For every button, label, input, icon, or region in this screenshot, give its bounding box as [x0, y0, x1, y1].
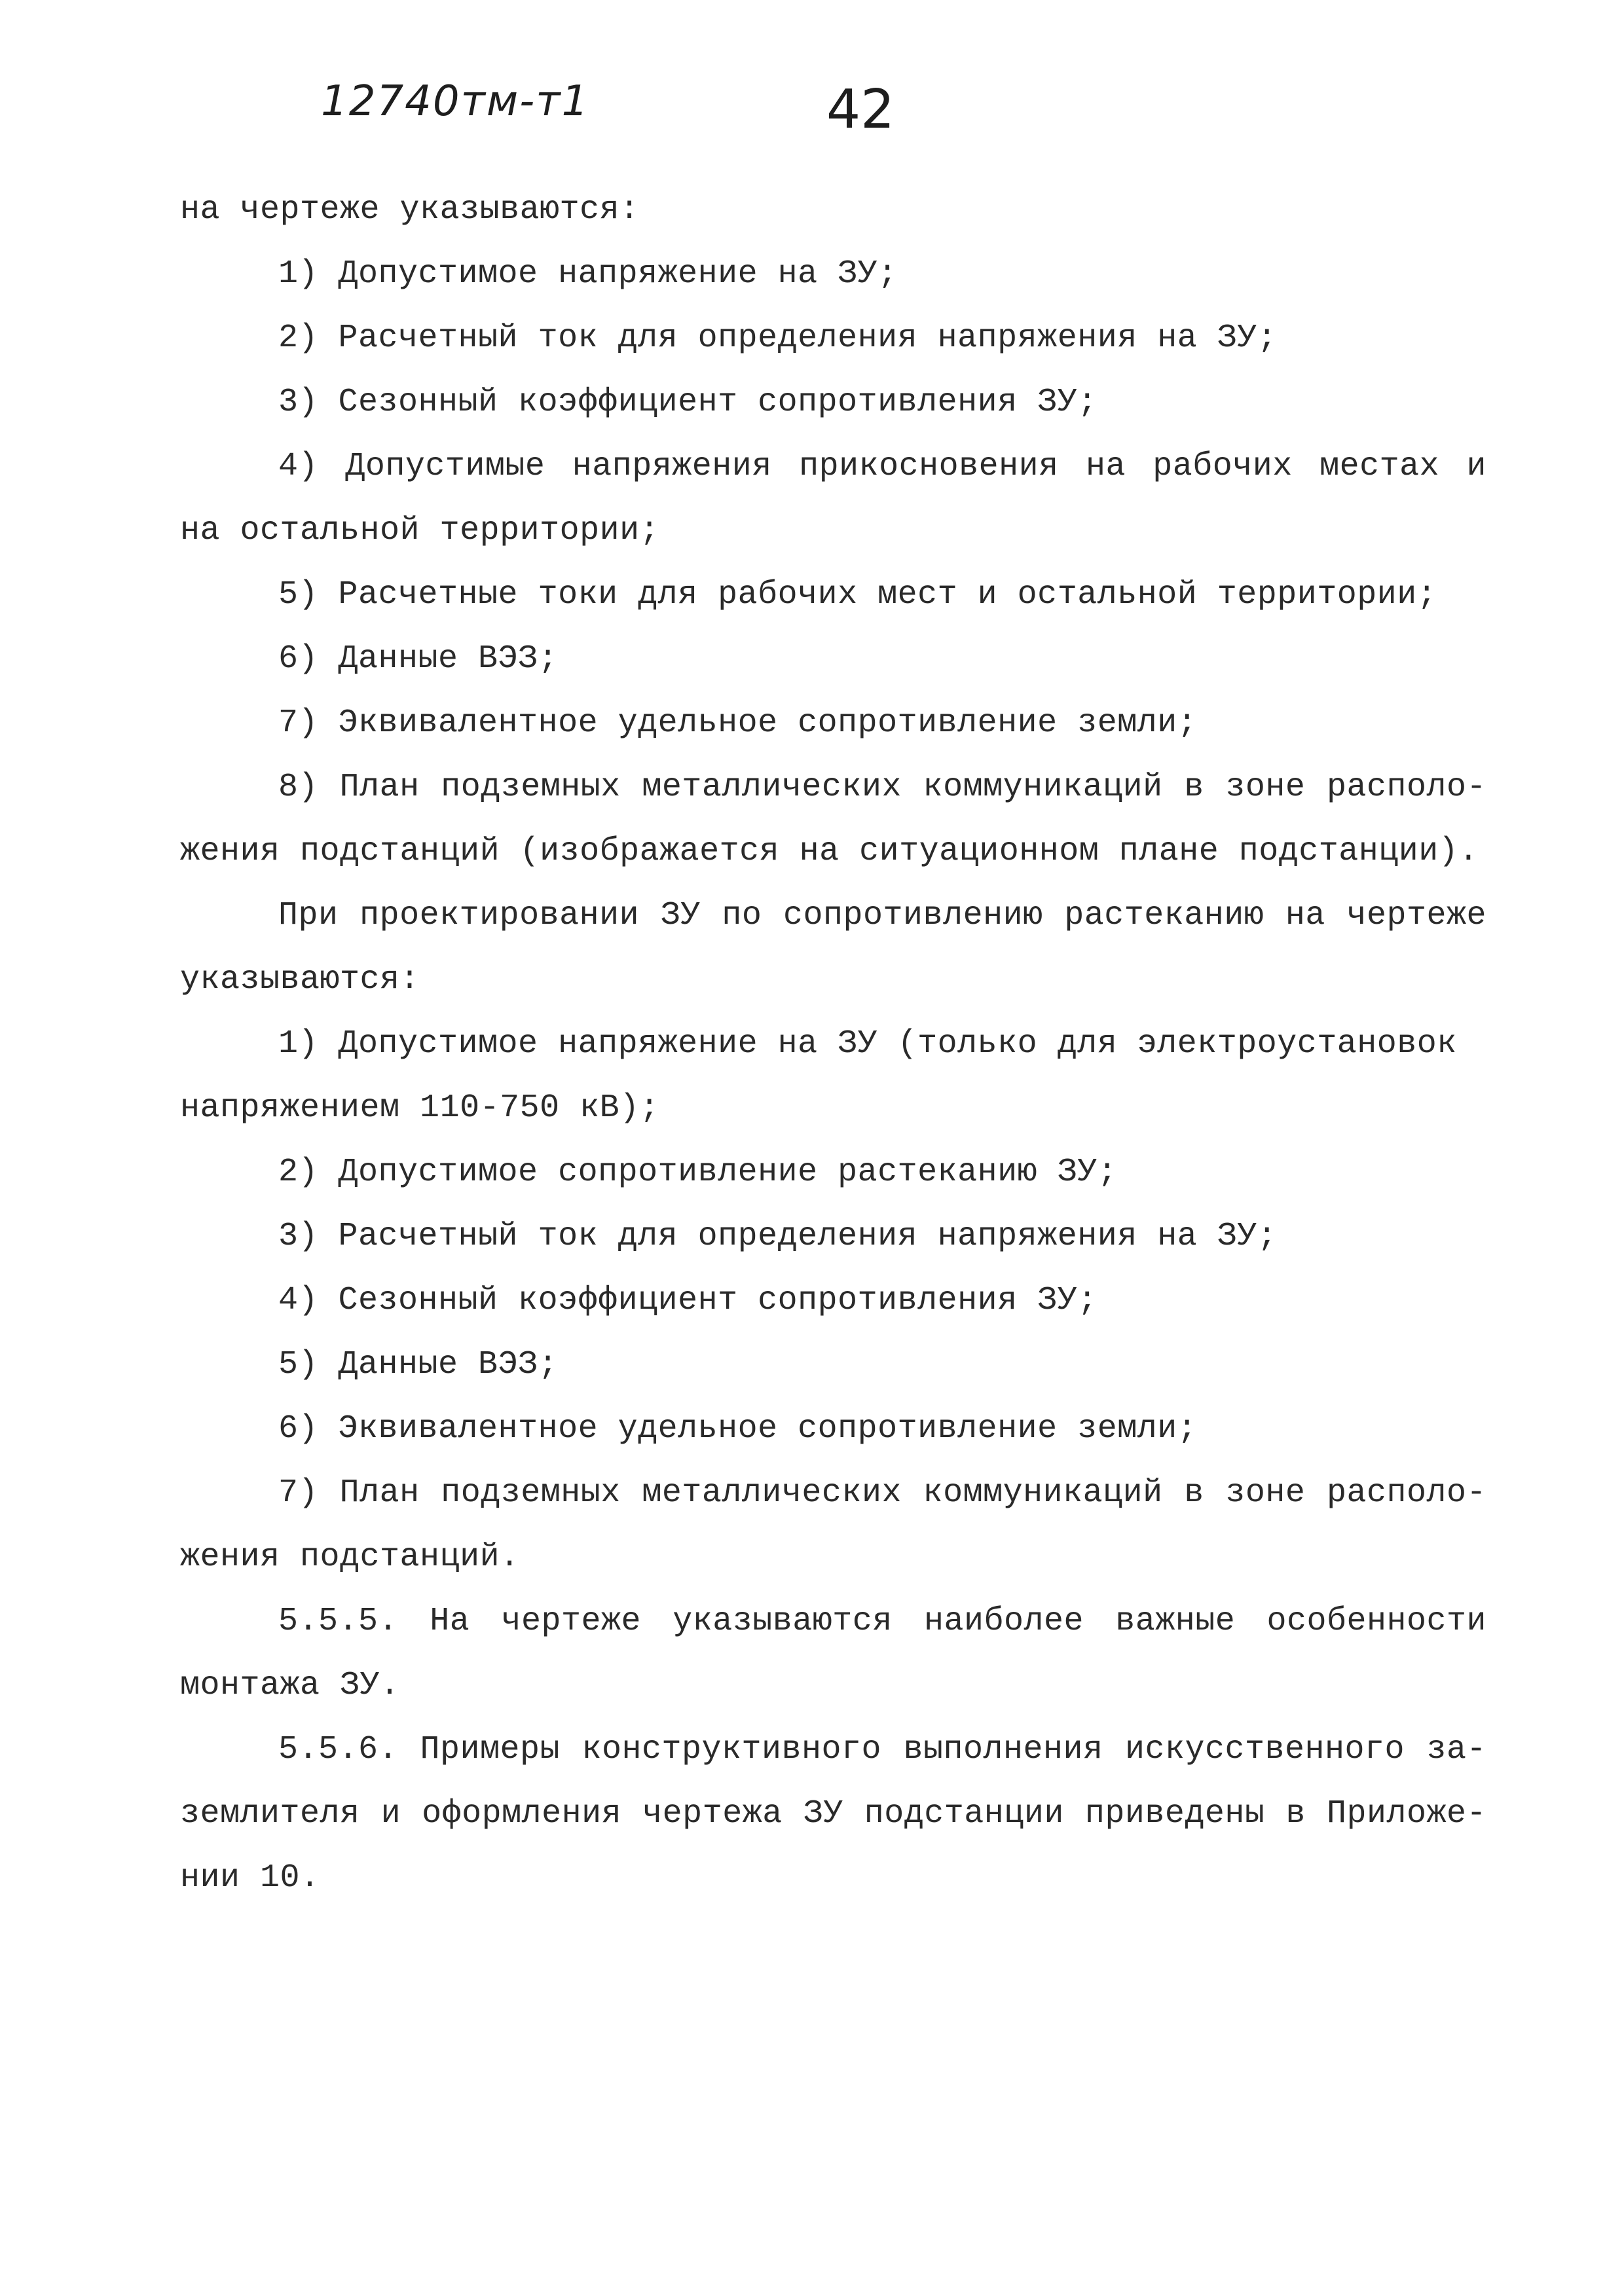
- text-line: на остальной территории;: [180, 512, 660, 549]
- list-item: 1) Допустимое напряжение на ЗУ (только для электроустановок: [278, 1025, 1457, 1063]
- text-line: напряжением 110-750 кВ);: [180, 1089, 660, 1127]
- list-item: 6) Эквивалентное удельное сопротивление земли;: [278, 1410, 1198, 1448]
- text-line: жения подстанций.: [180, 1539, 520, 1576]
- document-number: 12740тм-т1: [321, 77, 590, 126]
- page-number: 42: [826, 79, 895, 141]
- text-line: землителя и оформления чертежа ЗУ подстанции приведены в Приложе-: [180, 1795, 1486, 1832]
- list-item: 1) Допустимое напряжение на ЗУ;: [278, 255, 898, 293]
- paragraph-line: При проектировании ЗУ по сопротивлению растеканию на чертеже: [278, 897, 1486, 934]
- list-item: 7) Эквивалентное удельное сопротивление земли;: [278, 704, 1198, 742]
- list-item: 5) Расчетные токи для рабочих мест и остальной территории;: [278, 576, 1437, 613]
- list-item: 3) Расчетный ток для определения напряжения на ЗУ;: [278, 1218, 1278, 1255]
- text-line: жения подстанций (изображается на ситуационном плане подстанции).: [180, 833, 1479, 870]
- text-line: на чертеже указываются:: [180, 191, 640, 228]
- list-item: 3) Сезонный коэффициент сопротивления ЗУ;: [278, 384, 1098, 421]
- section-paragraph-line: 5.5.6. Примеры конструктивного выполнения искусственного за-: [278, 1731, 1486, 1768]
- list-item: 5) Данные ВЭЗ;: [278, 1346, 559, 1383]
- text-line: указываются:: [180, 961, 420, 998]
- list-item: 6) Данные ВЭЗ;: [278, 640, 559, 678]
- section-paragraph-line: 5.5.5. На чертеже указываются наиболее важные особенности: [278, 1603, 1486, 1640]
- list-item: 7) План подземных металлических коммуникаций в зоне располо-: [278, 1474, 1486, 1512]
- list-item: 2) Расчетный ток для определения напряжения на ЗУ;: [278, 319, 1278, 357]
- list-item: 2) Допустимое сопротивление растеканию ЗУ;: [278, 1154, 1118, 1191]
- list-item: 4) Допустимые напряжения прикосновения на рабочих местах и: [278, 448, 1486, 485]
- text-line: монтажа ЗУ.: [180, 1667, 400, 1704]
- list-item: 4) Сезонный коэффициент сопротивления ЗУ;: [278, 1282, 1098, 1319]
- list-item: 8) План подземных металлических коммуникаций в зоне располо-: [278, 769, 1486, 806]
- body-text: [180, 178, 1486, 1910]
- text-line: нии 10.: [180, 1859, 320, 1897]
